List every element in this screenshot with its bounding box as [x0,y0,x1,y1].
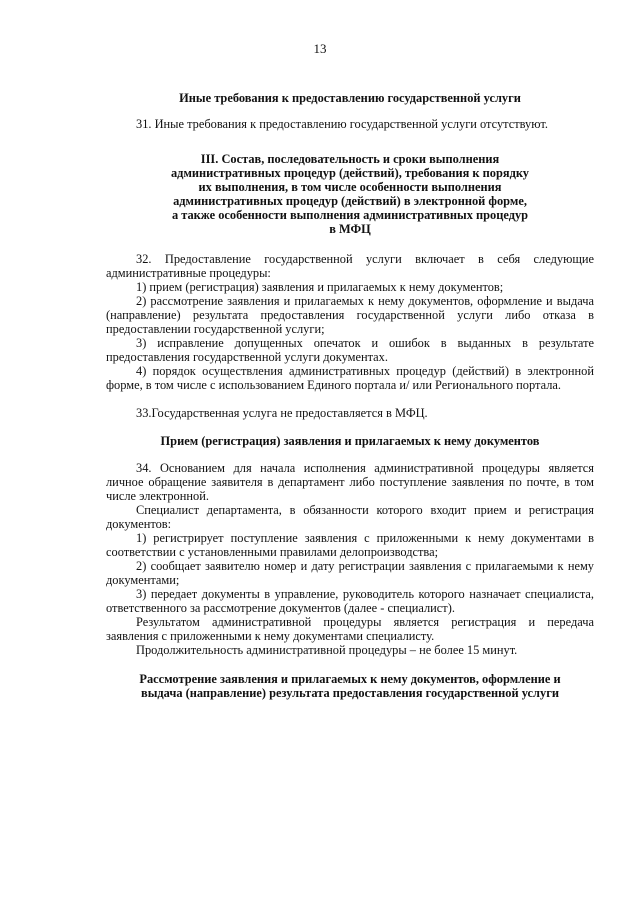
list-item: 1) прием (регистрация) заявления и прилагаемых к нему документов; [136,280,504,294]
paragraph-specialist: Специалист департамента, в обязанности которого входит прием и регистрация документов: [106,503,594,531]
list-item: 1) регистрирует поступление заявления с приложенными к нему документами в соответствии с установленными правилами делопроизводства; [106,531,594,559]
section-heading-iii [106,152,594,236]
list-item: 4) порядок осуществления административных процедур (действий) в электронной форме, в том числе с использованием Единого портала и/ или Регионального портала. [106,364,594,392]
heading-line: их выполнения, в том числе особенности выполнения [198,180,502,194]
list-item: 2) сообщает заявителю номер и дату регистрации заявления с прилагаемыми к нему документами; [106,559,594,587]
section-heading-registration: Прием (регистрация) заявления и прилагаемых к нему документов [160,434,540,448]
section-heading-review [100,672,600,700]
heading-line: Рассмотрение заявления и прилагаемых к нему документов, оформление и [139,672,561,686]
heading-line: в МФЦ [329,222,371,236]
heading-line: административных процедур (действий) в электронной форме, [173,194,527,208]
paragraph-34: 34. Основанием для начала исполнения административной процедуры является личное обращение заявителя в департамент либо поступление заявления по почте, в том числе электронной. [106,461,594,503]
list-item: 3) передает документы в управление, руководитель которого назначает специалиста, ответственного за рассмотрение документов (далее - специалист). [106,587,594,615]
section-heading-other-requirements: Иные требования к предоставлению государственной услуги [179,91,521,105]
paragraph-31: 31. Иные требования к предоставлению государственной услуги отсутствуют. [136,117,548,131]
paragraph-32: 32. Предоставление государственной услуги включает в себя следующие административные процедуры: [106,252,594,280]
heading-line: административных процедур (действий), требования к порядку [170,166,529,180]
page-number: 13 [313,41,327,56]
list-item: 2) рассмотрение заявления и прилагаемых к нему документов, оформление и выдача (направление) результата предоставления государственной услуги либо отказа в предоставлении государственной услуги; [106,294,594,336]
heading-line: выдача (направление) результата предоставления государственной услуги [141,686,559,700]
paragraph-33: 33.Государственная услуга не предоставляется в МФЦ. [136,406,428,420]
list-item: 3) исправление допущенных опечаток и ошибок в выданных в результате предоставления государственной услуги документах. [106,336,594,364]
heading-line: а также особенности выполнения административных процедур [171,208,529,222]
paragraph-duration: Продолжительность административной процедуры – не более 15 минут. [136,643,518,657]
heading-line: III. Состав, последовательность и сроки выполнения [200,152,500,166]
paragraph-result: Результатом административной процедуры является регистрация и передача заявления с приложенными к нему документами специалисту. [106,615,594,643]
